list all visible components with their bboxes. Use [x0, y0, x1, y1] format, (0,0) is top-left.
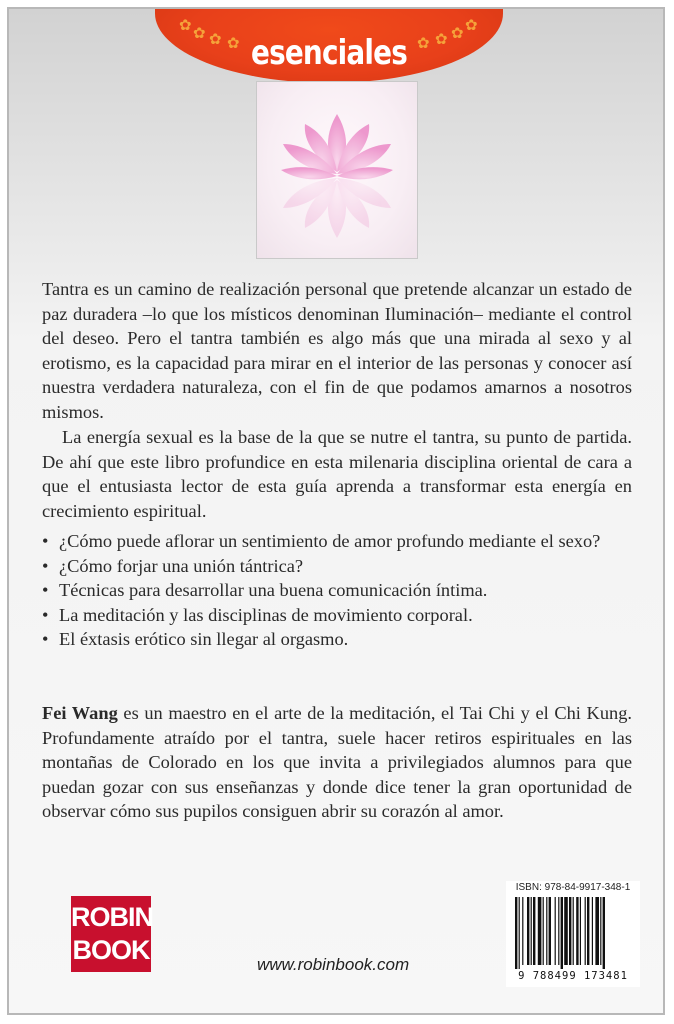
right-stars-decoration: ✿ ✿ ✿ ✿	[417, 18, 478, 52]
publisher-logo	[71, 896, 151, 972]
series-title: esenciales	[250, 33, 408, 73]
description-paragraph-2	[42, 425, 632, 523]
publisher-website: www.robinbook.com	[257, 955, 410, 974]
lotus-flower-image	[256, 81, 418, 259]
bullet-marker: •	[42, 604, 49, 625]
list-item: • ¿Cómo puede aflorar un sentimiento de amor profundo mediante el sexo?	[42, 529, 632, 554]
list-item: • La meditación y las disciplinas de movimiento corporal.	[42, 603, 632, 628]
barcode-digits: 9 788499 173481	[518, 970, 628, 982]
bullet-marker: •	[42, 531, 49, 551]
list-item: • Técnicas para desarrollar una buena comunicación íntima.	[42, 578, 632, 603]
list-item: • ¿Cómo forjar una unión tántrica?	[42, 554, 632, 579]
publisher-logo-line2: BOOK	[72, 935, 150, 965]
bullet-marker: •	[42, 580, 49, 600]
isbn-label: ISBN: 978-84-9917-348-1	[515, 882, 631, 893]
bullet-marker: •	[42, 555, 49, 576]
author-name: Fei Wang	[42, 703, 118, 723]
bullet-list	[42, 529, 632, 652]
barcode	[506, 881, 640, 987]
description-text-1: Tantra es un camino de realización personal que pretende alcanzar un estado de paz duradera –lo que los místicos denominan Iluminación– mediante el control del deseo. Pero el tantra también es algo más que una mirada al sexo y al erotismo, es la capacidad para mirar en el interior de las personas y conocer así nuestra verdadera naturaleza, con el fin de que podamos amarnos a nosotros mismos.	[42, 279, 632, 422]
author-bio	[42, 701, 632, 824]
left-stars-decoration: ✿ ✿ ✿ ✿	[179, 18, 240, 52]
description-text-2: La energía sexual es la base de la que se nutre el tantra, su punto de partida. De ahí que este libro profundice en esta milenaria disciplina oriental de cara a que el entusiasta lector de esta guía aprenda a transformar esta energía en crecimiento espiritual.	[42, 427, 632, 521]
author-bio-text: es un maestro en el arte de la meditación, el Tai Chi y el Chi Kung. Profundamente atraído por el tantra, suele hacer retiros espirituales en las montañas de Colorado en los que invita a privilegiados alumnos para que puedan gozar con sus enseñanzas y donde dice tener la gran oportunidad de observar cómo sus pupilos consiguen abrir su corazón al amor.	[42, 703, 632, 821]
publisher-logo-line1: ROBIN	[71, 902, 153, 932]
barcode-bars-icon	[515, 897, 631, 969]
description-paragraph-1	[42, 277, 632, 424]
series-banner	[155, 7, 503, 83]
bullet-marker: •	[42, 629, 49, 649]
lotus-icon	[257, 82, 417, 258]
list-item: • El éxtasis erótico sin llegar al orgasmo.	[42, 627, 632, 652]
back-cover	[7, 7, 665, 1015]
